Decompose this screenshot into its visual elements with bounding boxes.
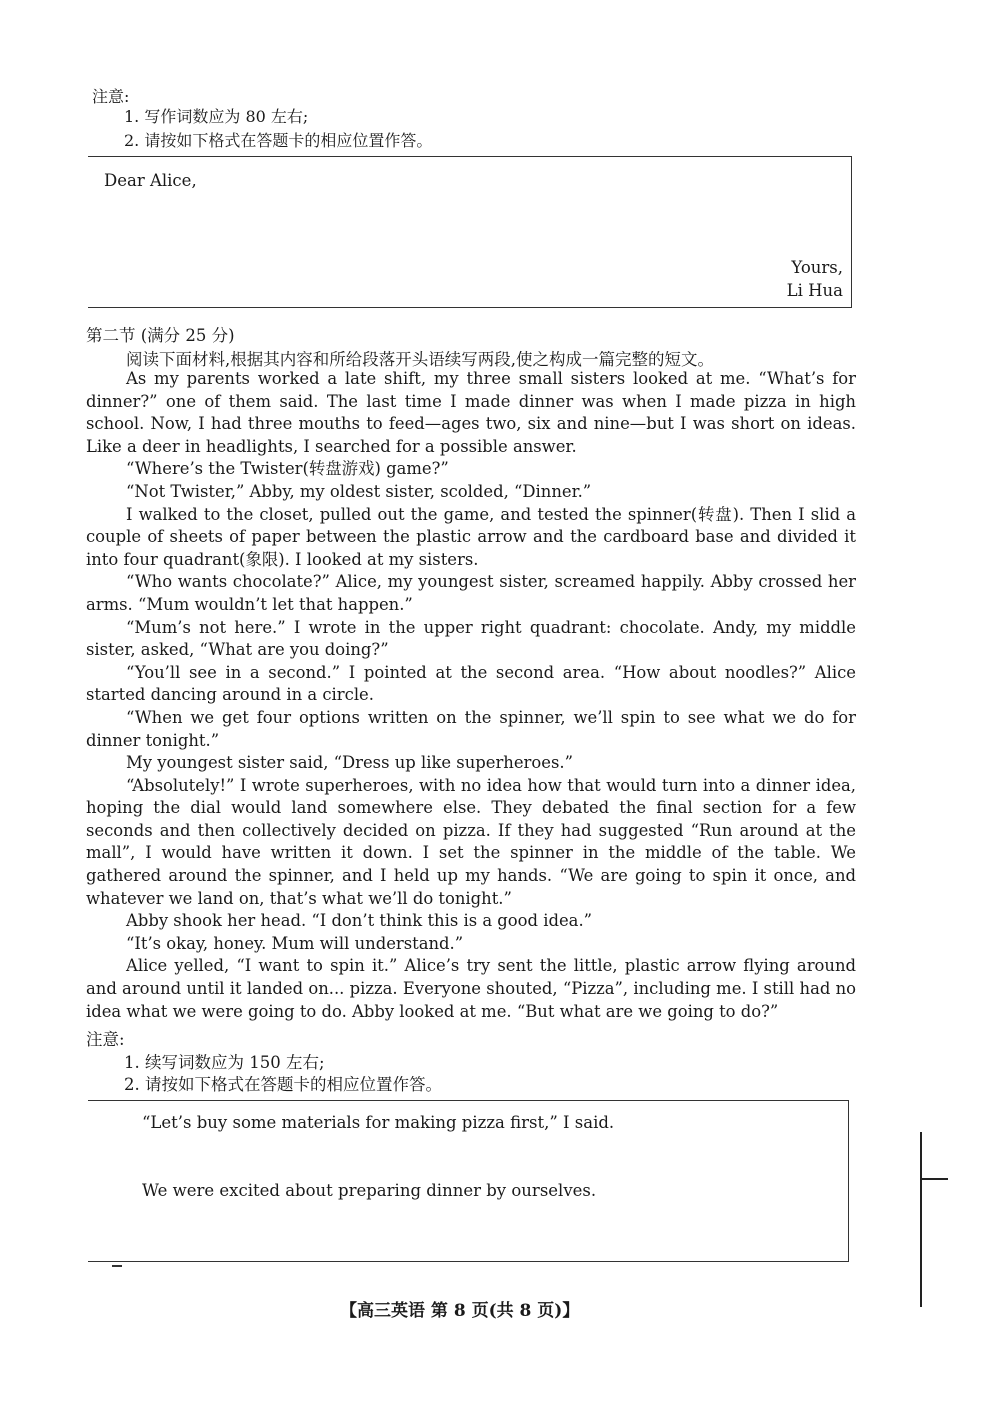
story-paragraph: As my parents worked a late shift, my three small sisters looked at me. “What’s for dinner?” one of them said. The last time I made dinner was when I made pizza in high school. Now, I had three mouths to feed—ages two, six and nine—but I was short on ideas. Like a deer in headlights, I searched for a possible answer. bbox=[86, 369, 856, 456]
story-paragraph: “Who wants chocolate?” Alice, my youngest sister, screamed happily. Abby crossed her arms. “Mum wouldn’t let that happen.” bbox=[86, 572, 856, 614]
box-edge-mark bbox=[112, 1265, 122, 1267]
letter-answer-box bbox=[88, 156, 852, 308]
letter-salutation: Dear Alice, bbox=[104, 171, 197, 190]
writing-notes-title: 注意: bbox=[92, 87, 130, 106]
continuation-notes-title: 注意: bbox=[86, 1030, 125, 1049]
story-paragraph: Abby shook her head. “I don’t think this is a good idea.” bbox=[126, 911, 593, 931]
letter-signature: Li Hua bbox=[786, 281, 843, 300]
story-paragraph: “Not Twister,” Abby, my oldest sister, scolded, “Dinner.” bbox=[126, 481, 592, 501]
writing-note-1: 1. 写作词数应为 80 左右; bbox=[124, 107, 309, 126]
story-paragraph: “It’s okay, honey. Mum will understand.” bbox=[126, 933, 464, 953]
paragraph-opening-1: “Let’s buy some materials for making pizza first,” I said. bbox=[142, 1113, 615, 1132]
story-paragraph: “Where’s the Twister(转盘游戏) game?” bbox=[126, 459, 449, 479]
section-instruction: 阅读下面材料,根据其内容和所给段落开头语续写两段,使之构成一篇完整的短文。 bbox=[126, 350, 714, 369]
writing-note-2: 2. 请按如下格式在答题卡的相应位置作答。 bbox=[124, 131, 433, 150]
story-paragraph: “When we get four options written on the spinner, we’ll spin to see what we do for dinner tonight.” bbox=[86, 707, 856, 750]
continuation-note-1: 1. 续写词数应为 150 左右; bbox=[124, 1053, 325, 1072]
letter-closing: Yours, bbox=[791, 258, 843, 277]
page-footer: 【高三英语 第 8 页(共 8 页)】 bbox=[340, 1301, 580, 1321]
continuation-answer-box bbox=[88, 1100, 849, 1262]
paragraph-opening-2: We were excited about preparing dinner by ourselves. bbox=[142, 1181, 597, 1200]
margin-tick-mark bbox=[920, 1178, 948, 1180]
story-paragraph: Alice yelled, “I want to spin it.” Alice’s try sent the little, plastic arrow flying around and around until it landed on... pizza. Everyone shouted, “Pizza”, including me. I still had no idea what we were going to do. Abby looked at me. “But what are we going to do?” bbox=[86, 956, 856, 1021]
story-paragraph: “Absolutely!” I wrote superheroes, with no idea how that would turn into a dinner idea, hoping the dial would land somewhere else. They debated the final section for a few seconds and then collectively decided on pizza. If they had suggested “Run around at the mall”, I would have written it down. I set the spinner in the middle of the table. We gathered around the spinner, and I held up my hands. “We are going to spin it once, and whatever we land on, that’s what we’ll do tonight.” bbox=[86, 775, 856, 908]
story-paragraph: “You’ll see in a second.” I pointed at the second area. “How about noodles?” Alice started dancing around in a circle. bbox=[86, 662, 856, 705]
story-text bbox=[86, 368, 856, 1023]
story-paragraph: “Mum’s not here.” I wrote in the upper right quadrant: chocolate. Andy, my middle sister, asked, “What are you doing?” bbox=[86, 617, 856, 660]
margin-line-mark bbox=[920, 1132, 922, 1307]
story-paragraph: My youngest sister said, “Dress up like superheroes.” bbox=[126, 753, 573, 773]
story-paragraph: I walked to the closet, pulled out the game, and tested the spinner(转盘). Then I slid a couple of sheets of paper between the plastic arrow and the cardboard base and divided it into four quadrant(象限). I looked at my sisters. bbox=[86, 504, 856, 569]
continuation-note-2: 2. 请按如下格式在答题卡的相应位置作答。 bbox=[124, 1075, 442, 1094]
section-title: 第二节 (满分 25 分) bbox=[86, 326, 235, 345]
